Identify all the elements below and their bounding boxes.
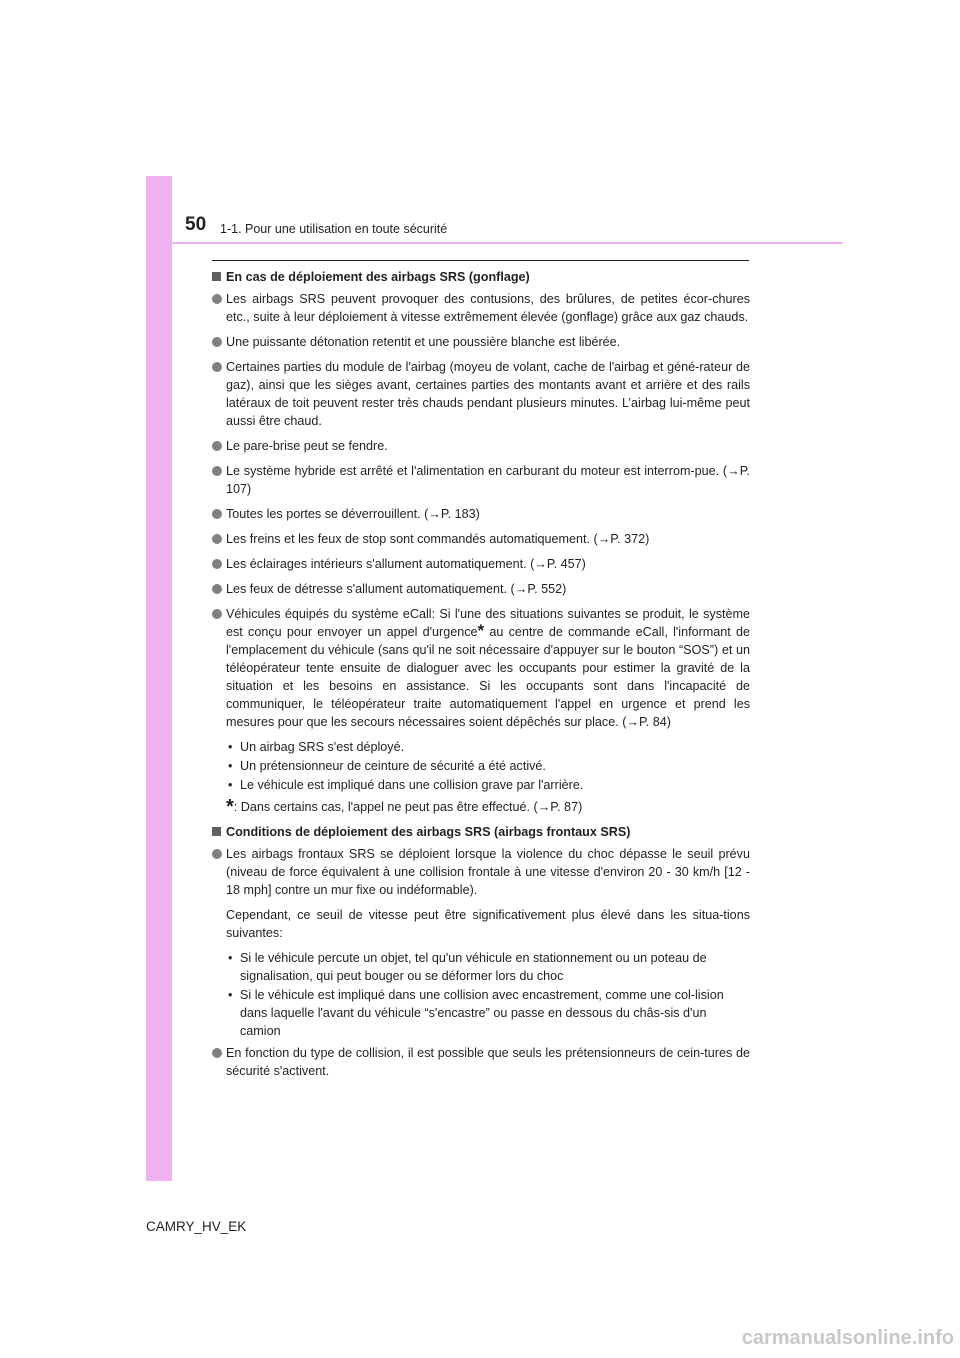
bullet-item	[212, 845, 750, 899]
bullet-text: Une puissante détonation retentit et une poussière blanche est libérée.	[226, 335, 621, 349]
bullet-item-ecall	[212, 605, 750, 731]
heading-conditions	[212, 823, 750, 841]
paragraph: Cependant, ce seuil de vitesse peut être significativement plus élevé dans les situa-tions suivantes:	[226, 908, 750, 940]
bullet-item	[212, 505, 750, 523]
list-item	[226, 949, 750, 985]
heading-text: En cas de déploiement des airbags SRS (gonflage)	[226, 270, 530, 284]
bullet-dot-icon	[212, 509, 222, 519]
footnote-text: : Dans certains cas, l'appel ne peut pas être effectué. (→P. 87)	[233, 800, 583, 814]
bullet-item	[212, 290, 750, 326]
list-item-text: Un prétensionneur de ceinture de sécurité a été activé.	[240, 759, 546, 773]
bullet-text: Le système hybride est arrêté et l'alimentation en carburant du moteur est interrom-pue. (→P. 107)	[226, 464, 750, 496]
list-item	[226, 738, 750, 756]
bullet-item	[212, 580, 750, 598]
footnote	[212, 798, 750, 816]
side-accent-band	[146, 176, 172, 1181]
bullet-dot-icon	[212, 362, 222, 372]
bullet-text: Toutes les portes se déverrouillent. (→P. 183)	[226, 507, 480, 521]
list-item-text: Un airbag SRS s'est déployé.	[240, 740, 405, 754]
list-item	[226, 986, 750, 1040]
list-item-text: Si le véhicule percute un objet, tel qu'un véhicule en stationnement ou un poteau de signalisation, qui peut bouger ou se déformer lors du choc	[240, 951, 707, 983]
sub-bullet-glyph: •	[228, 740, 233, 754]
bullet-item	[212, 530, 750, 548]
bullet-dot-icon	[212, 609, 222, 619]
bullet-text: Les airbags SRS peuvent provoquer des contusions, des brûlures, de petites écor-chures etc., suite à leur déploiement à vitesse extrêmement élevée (gonflage) grâce aux gaz chauds.	[226, 292, 750, 324]
sub-bullet-glyph: •	[228, 988, 233, 1002]
bullet-dot-icon	[212, 441, 222, 451]
bullet-dot-icon	[212, 559, 222, 569]
section-title: 1-1. Pour une utilisation en toute sécurité	[220, 222, 448, 236]
content-top-rule	[212, 260, 749, 261]
bullet-dot-icon	[212, 584, 222, 594]
square-bullet-icon	[212, 272, 221, 281]
bullet-dot-icon	[212, 466, 222, 476]
ecall-conditions-list	[212, 738, 750, 794]
heading-deployment	[212, 268, 750, 286]
sub-bullet-glyph: •	[228, 778, 233, 792]
bullet-item	[212, 555, 750, 573]
footer-model-code: CAMRY_HV_EK	[146, 1219, 247, 1234]
bullet-dot-icon	[212, 337, 222, 347]
sub-bullet-glyph: •	[228, 951, 233, 965]
bullet-item	[212, 358, 750, 430]
footnote-star: *	[226, 796, 234, 818]
page-number: 50	[185, 214, 207, 235]
ecall-text-start: Véhicules équipés du système eCall: Si l'une des situations suivantes se produit, le système est conçu pour envoyer un appel d'urgence	[226, 607, 750, 639]
bullet-text: Les feux de détresse s'allument automatiquement. (→P. 552)	[226, 582, 567, 596]
list-item-text: Si le véhicule est impliqué dans une collision avec encastrement, comme une col-lision dans laquelle l'avant du véhicule “s'encastre” ou passe en dessous du châs-sis d'un camion	[240, 988, 724, 1038]
bullet-dot-icon	[212, 1048, 222, 1058]
list-item-text: Le véhicule est impliqué dans une collision grave par l'arrière.	[240, 778, 584, 792]
bullet-text: Les airbags frontaux SRS se déploient lorsque la violence du choc dépasse le seuil prévu (niveau de force équivalent à une collision frontale à une vitesse d'environ 20 - 30 km/h [12 - 18 mph] contre un mur fixe ou indéformable).	[226, 847, 750, 897]
bullet-item	[212, 462, 750, 498]
heading-text: Conditions de déploiement des airbags SRS (airbags frontaux SRS)	[226, 825, 631, 839]
threshold-situations-list	[212, 949, 750, 1040]
list-item	[226, 757, 750, 775]
list-item	[226, 776, 750, 794]
sub-bullet-glyph: •	[228, 759, 233, 773]
bullet-text: Les éclairages intérieurs s'allument automatiquement. (→P. 457)	[226, 557, 586, 571]
watermark: carmanualsonline.info	[741, 1327, 954, 1349]
bullet-text: Certaines parties du module de l'airbag (moyeu de volant, cache de l'airbag et géné-rateur de gaz), ainsi que les sièges avant, certaines parties des montants avant et arrière et des rails latéraux de toit peuvent rester très chauds pendant plusieurs minutes. L’airbag lui-même peut aussi être chaud.	[226, 360, 750, 428]
bullet-dot-icon	[212, 534, 222, 544]
bullet-text: Les freins et les feux de stop sont commandés automatiquement. (→P. 372)	[226, 532, 650, 546]
bullet-dot-icon	[212, 294, 222, 304]
bullet-text: Le pare-brise peut se fendre.	[226, 439, 388, 453]
square-bullet-icon	[212, 827, 221, 836]
footnote-star: *	[477, 621, 485, 640]
bullet-item	[212, 333, 750, 351]
bullet-item	[212, 1044, 750, 1080]
page-content	[212, 268, 750, 1087]
ecall-text-end: au centre de commande eCall, l'informant de l'emplacement du véhicule (sans qu'il ne soit nécessaire d'appuyer sur le bouton “SOS”) et un téléopérateur tente ensuite de dialoguer avec les occupants pour estimer la gravité de la situation et les besoins en assistance. Si les occupants sont dans l'incapacité de communiquer, le téléopérateur traite automatiquement l'appel en urgence et prend les mesures pour que les secours nécessaires soient dépêchés sur place. (→P. 84)	[226, 625, 751, 729]
bullet-text: En fonction du type de collision, il est possible que seuls les prétensionneurs de cein-tures de sécurité s'activent.	[226, 1046, 750, 1078]
bullet-item	[212, 437, 750, 455]
bullet-dot-icon	[212, 849, 222, 859]
